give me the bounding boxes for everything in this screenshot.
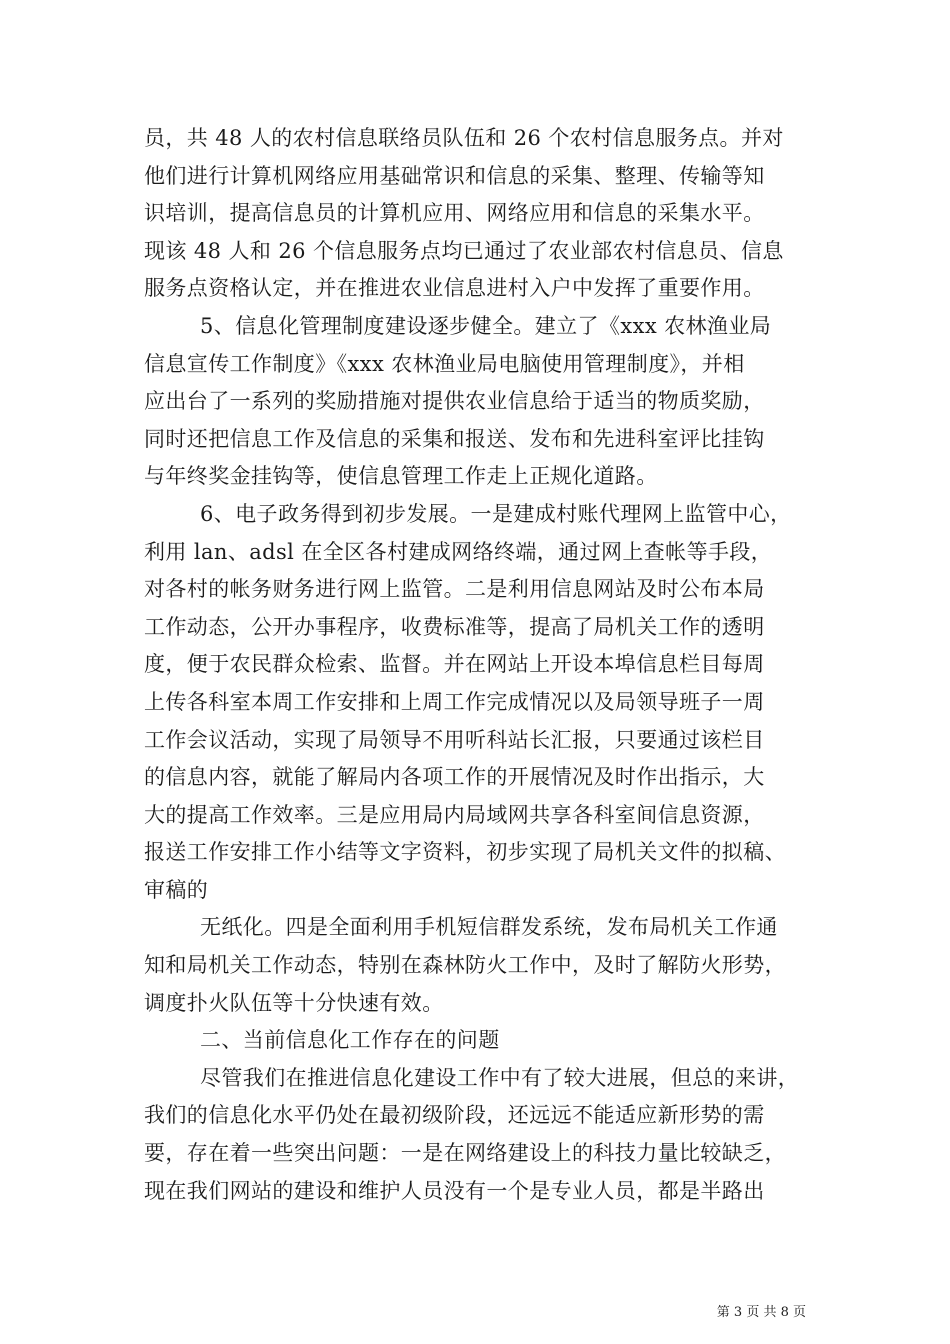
text-line: 无纸化。四是全面利用手机短信群发系统，发布局机关工作通 xyxy=(200,915,778,940)
page-number-footer: 第 3 页 共 8 页 xyxy=(716,1305,806,1320)
text-line: 二、当前信息化工作存在的问题 xyxy=(200,1028,500,1053)
text-line: 同时还把信息工作及信息的采集和报送、发布和先进科室评比挂钩 xyxy=(144,426,765,451)
text-line: 服务点资格认定，并在推进农业信息进村入户中发挥了重要作用。 xyxy=(144,276,765,301)
text-line: 5、信息化管理制度建设逐步健全。建立了《xxx 农林渔业局 xyxy=(200,313,772,338)
text-line: 工作会议活动，实现了局领导不用听科站长汇报，只要通过该栏目 xyxy=(144,727,765,752)
text-line: 应出台了一系列的奖励措施对提供农业信息给于适当的物质奖励， xyxy=(144,389,765,414)
text-line: 6、电子政务得到初步发展。一是建成村账代理网上监管中心， xyxy=(200,501,792,526)
text-line: 要，存在着一些突出问题：一是在网络建设上的科技力量比较缺乏， xyxy=(144,1141,786,1166)
text-line: 与年终奖金挂钩等，使信息管理工作走上正规化道路。 xyxy=(144,464,658,489)
text-line: 对各村的帐务财务进行网上监管。二是利用信息网站及时公布本局 xyxy=(144,577,765,602)
text-line: 审稿的 xyxy=(144,877,209,902)
document-body xyxy=(144,120,824,1210)
text-line: 员，共 48 人的农村信息联络员队伍和 26 个农村信息服务点。并对 xyxy=(144,126,784,150)
text-line: 我们的信息化水平仍处在最初级阶段，还远远不能适应新形势的需 xyxy=(144,1103,765,1128)
text-line: 上传各科室本周工作安排和上周工作完成情况以及局领导班子一周 xyxy=(144,689,765,714)
text-line: 利用 lan、adsl 在全区各村建成网络终端，通过网上查帐等手段， xyxy=(144,539,773,564)
text-line: 大的提高工作效率。三是应用局内局域网共享各科室间信息资源， xyxy=(144,802,765,827)
text-line: 的信息内容，就能了解局内各项工作的开展情况及时作出指示，大 xyxy=(144,765,765,790)
text-line: 度，便于农民群众检索、监督。并在网站上开设本埠信息栏目每周 xyxy=(144,652,765,677)
text-line: 工作动态，公开办事程序，收费标准等，提高了局机关工作的透明 xyxy=(144,614,765,639)
text-line: 识培训，提高信息员的计算机应用、网络应用和信息的采集水平。 xyxy=(144,201,765,226)
text-line: 现该 48 人和 26 个信息服务点均已通过了农业部农村信息员、信息 xyxy=(144,238,784,263)
text-line: 他们进行计算机网络应用基础常识和信息的采集、整理、传输等知 xyxy=(144,163,765,188)
text-line: 知和局机关工作动态，特别在森林防火工作中，及时了解防火形势， xyxy=(144,953,786,978)
text-line: 尽管我们在推进信息化建设工作中有了较大进展，但总的来讲， xyxy=(200,1065,800,1090)
text-line: 现在我们网站的建设和维护人员没有一个是专业人员，都是半路出 xyxy=(144,1178,765,1203)
text-line: 报送工作安排工作小结等文字资料，初步实现了局机关文件的拟稿、 xyxy=(144,840,786,865)
text-line: 调度扑火队伍等十分快速有效。 xyxy=(144,990,444,1015)
text-line: 信息宣传工作制度》《xxx 农林渔业局电脑使用管理制度》，并相 xyxy=(144,351,745,376)
